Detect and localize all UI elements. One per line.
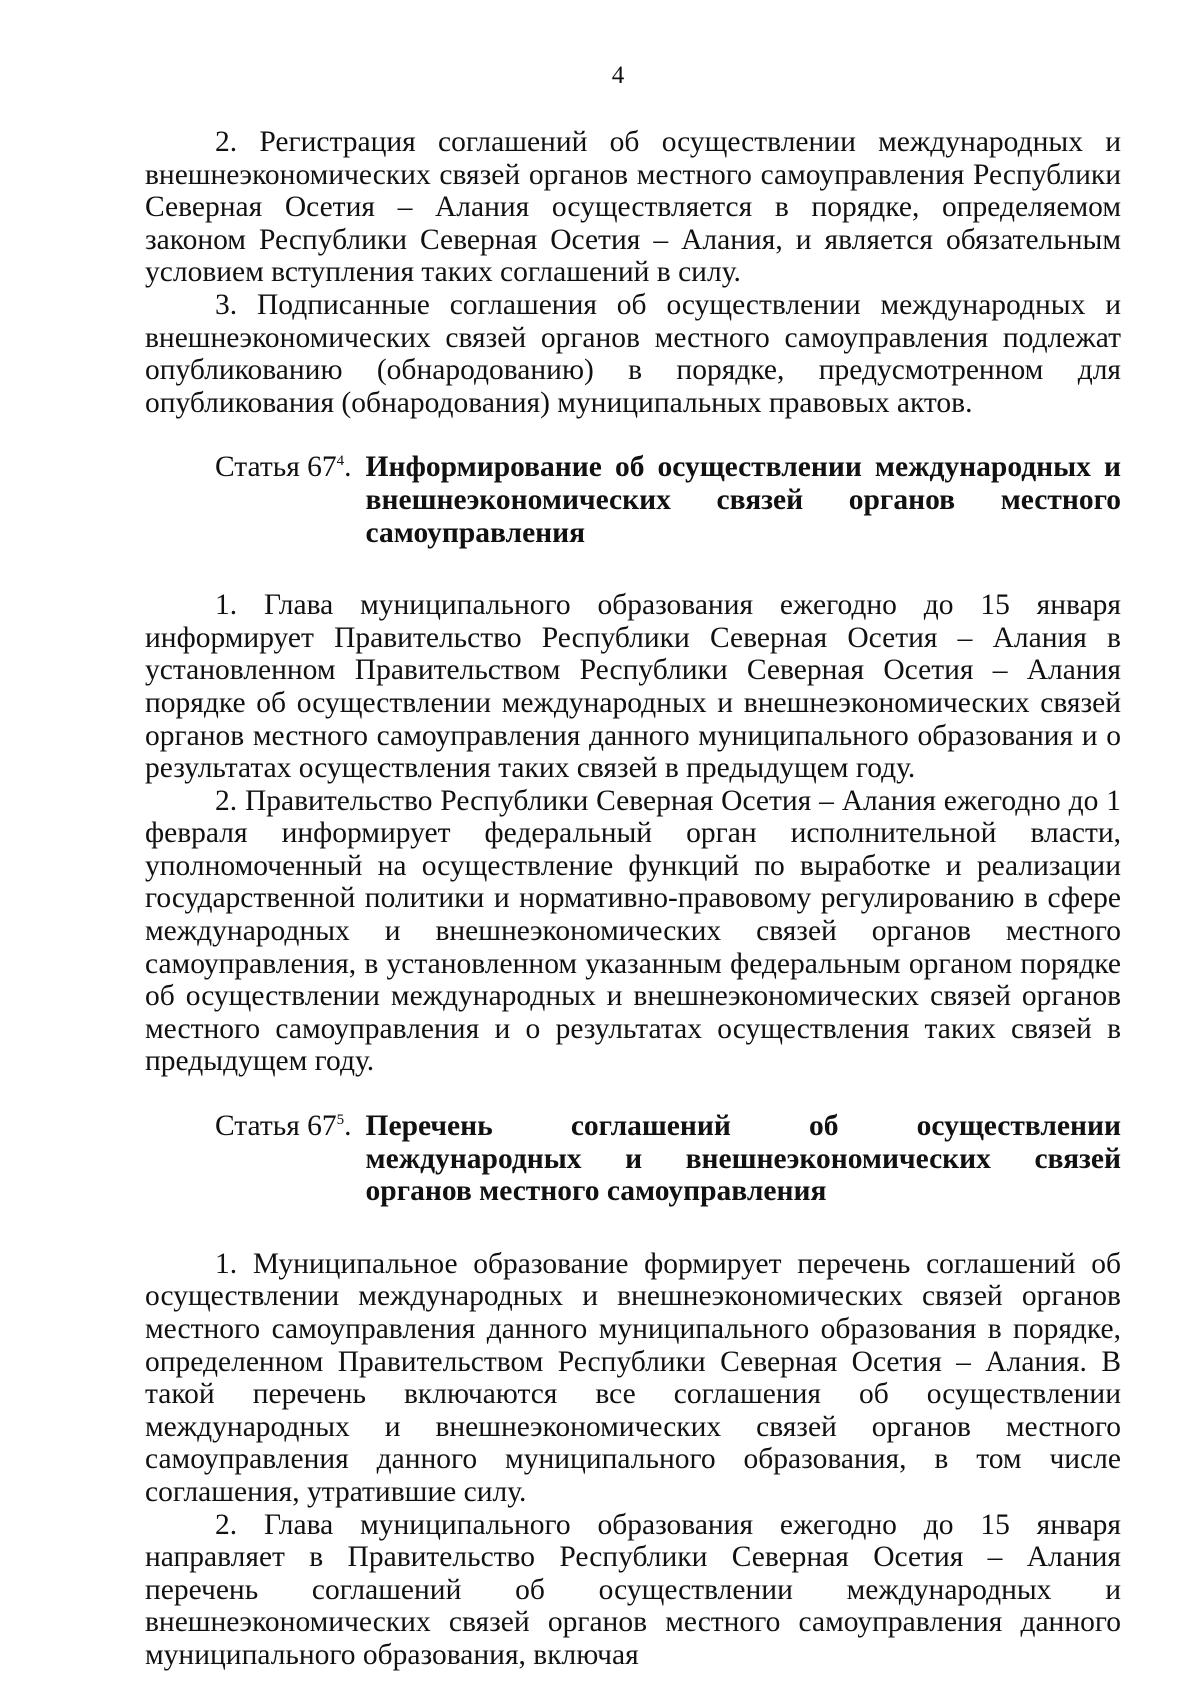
article-heading-67-4 <box>145 451 1121 549</box>
paragraph-list-submission: 2. Глава муниципального образования ежегодно до 15 января направляет в Правительство Республики Северная Осетия – Алания перечень соглашений об осуществлении международных и внешнеэкономических связей органов местного самоуправления данного муниципального образования, включая <box>145 1508 1121 1671</box>
paragraph-list-formation: 1. Муниципальное образование формирует перечень соглашений об осуществлении международных и внешнеэкономических связей органов местного самоуправления данного муниципального образования в порядке, определенном Правительством Республики Северная Осетия – Алания. В такой перечень включаются все соглашения об осуществлении международных и внешнеэкономических связей органов местного самоуправления данного муниципального образования, в том числе соглашения, утратившие силу. <box>145 1247 1121 1508</box>
paragraph-head-informs: 1. Глава муниципального образования ежегодно до 15 января информирует Правительство Республики Северная Осетия – Алания в установленном Правительством Республики Северная Осетия – Алания порядке об осуществлении международных и внешнеэкономических связей органов местного самоуправления данного муниципального образования и о результатах осуществления таких связей в предыдущем году. <box>145 589 1121 785</box>
paragraph-registration: 2. Регистрация соглашений об осуществлении международных и внешнеэкономических связей органов местного самоуправления Республики Северная Осетия – Алания осуществляется в порядке, определяемом законом Республики Северная Осетия – Алания, и является обязательным условием вступления таких соглашений в силу. <box>145 126 1121 289</box>
paragraph-government-informs: 2. Правительство Республики Северная Осетия – Алания ежегодно до 1 февраля информирует федеральный орган исполнительной власти, уполномоченный на осуществление функций по выработке и реализации государственной политики и нормативно-правовому регулированию в сфере международных и внешнеэкономических связей органов местного самоуправления, в установленном указанным федеральным органом порядке об осуществлении международных и внешнеэкономических связей органов местного самоуправления и о результатах осуществления таких связей в предыдущем году. <box>145 784 1121 1078</box>
article-title: Информирование об осуществлении международных и внешнеэкономических связей органов местного самоуправления <box>365 451 1121 549</box>
paragraph-publication: 3. Подписанные соглашения об осуществлении международных и внешнеэкономических связей органов местного самоуправления подлежат опубликованию (обнародованию) в порядке, предусмотренном для опубликования (обнародования) муниципальных правовых актов. <box>145 288 1121 419</box>
document-page <box>145 60 1121 1672</box>
article-heading-67-5 <box>145 1110 1121 1208</box>
page-number: 4 <box>611 62 625 89</box>
article-number: Статья $67^4$. <box>215 451 352 484</box>
article-number: Статья $67^5$. <box>215 1110 352 1143</box>
article-title: Перечень соглашений об осуществлении международных и внешнеэкономических связей органов местного самоуправления <box>365 1110 1121 1208</box>
